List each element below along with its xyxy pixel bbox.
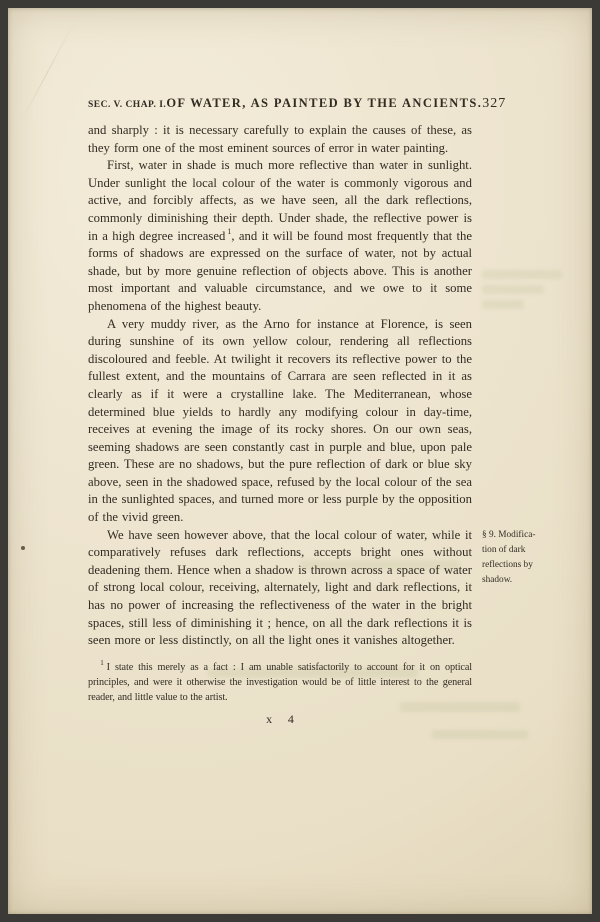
show-through-smudge [482,285,544,294]
running-title: OF WATER, AS PAINTED BY THE ANCIENTS. [166,96,483,110]
paragraph-2-text: , and it will be found most frequently that the forms of shadows are expressed on the surface of water, not by actual shade, but by more genuine reflection of objects above. This is another most important and valuable circumstance, and we owe to it some phenomena of the highest beauty. [88,228,472,313]
paragraph-2 [88,157,472,315]
footnote-text: I state this merely as a fact : I am unable satisfactorily to account for it on optical principles, and were it otherwise the investigation would be of little interest to the general reader, and little value to the artist. [88,661,472,703]
margin-note-line: tion of dark [482,544,526,555]
section-chapter-label: SEC. V. CHAP. I. [88,100,167,110]
page-paper [8,8,592,914]
footnote-reference: 1 [227,227,232,237]
printers-signature: x 4 [266,711,300,726]
paragraph-1: and sharply : it is necessary carefully to explain the causes of these, as they form one of the most eminent sources of error in water painting. [88,123,472,155]
show-through-smudge [482,270,562,279]
margin-note-line: reflections by [482,559,533,570]
page-number: 327 [482,96,507,111]
ink-speck [21,546,25,550]
margin-note [482,528,546,588]
paragraph-4: We have seen however above, that the local colour of water, while it comparatively refuses dark reflections, accepts bright ones without deadening them. Hence when a shadow is thrown across a space of water of strong local colour, receiving, alternately, light and dark reflections, it has no power of increasing the reflectiveness of the water in the bright spaces, still less of diminishing it ; hence, on all the dark reflections it is seen more or less distinctly, on all the light ones it vanishes altogether. [88,527,472,648]
text-block [88,96,536,728]
paragraph-2-text: First, water in shade is much more reflective than water in sunlight. Under sunlight the local colour of the water is commonly vigorous and active, and forcibly affects, as we have seen, all the dark reflections, commonly diminishing their depth. Under shade, the reflective power is in a high degree increased [88,158,472,243]
margin-note-line: § 9. Modifica- [482,529,536,540]
margin-note-line: shadow. [482,574,513,585]
paragraph-3: A very muddy river, as the Arno for instance at Florence, is seen during sunshine of its own yellow colour, rendering all reflections discoloured and feeble. At twilight it recovers its reflective power to the fullest extent, and the mountains of Carrara are seen reflected in it as clearly as if it were a crystalline lake. The Mediterranean, whose determined blue yields to hardly any modifying colour in day-time, receives at evening the image of its rocky shores. On our own seas, seeming shadows are seen constantly cast in purple and blue, upon pale green. These are no shadows, but the pure reflection of dark or blue sky above, seen in the shadowed space, refused by the local colour of the sea in the sunlighted spaces, and turned more or less purple by the opposition of the vivid green. [88,316,472,525]
paper-crease [20,20,75,123]
body-text [88,122,536,728]
footnote-marker: 1 [100,659,104,668]
running-header [88,96,507,112]
show-through-smudge [482,300,524,309]
paragraph-4-wrapper [88,527,536,650]
footnote [88,660,472,705]
show-through-smudge [432,730,528,739]
